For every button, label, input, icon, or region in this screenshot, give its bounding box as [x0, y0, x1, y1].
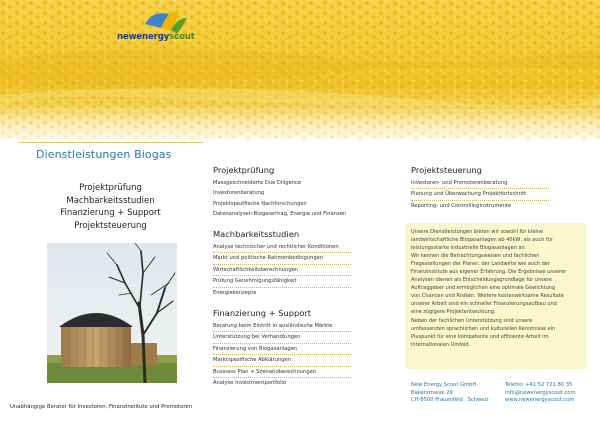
section-finanzierung: [213, 308, 383, 388]
info-line: eine zügigere Projektentwicklung.: [411, 309, 496, 316]
info-line: umfassenden sprachlichen und kulturellen Kenntnisse ein: [411, 325, 556, 332]
section-title: Projektprüfung: [213, 165, 275, 175]
section-projektsteuerung: [411, 165, 591, 211]
section-item: Prüfung Genehmigungsfähigkeit: [213, 276, 351, 287]
contact-details: [505, 382, 576, 405]
section-machbarkeitsstudien: [213, 229, 383, 298]
contact-address: [411, 382, 489, 405]
biogas-plant-photo: [47, 243, 177, 383]
photo-caption: Unabhängige Berater für Investoren, Finanzinstitute und Promotoren: [10, 404, 192, 410]
section-item: Reporting- und Controllinginstrumente: [411, 202, 512, 209]
section-item: Marktspezifische Abklärungen: [213, 355, 351, 366]
info-line: Analysen dienen als Entscheidungsgrundlage für unsere: [411, 277, 552, 284]
info-line: landwirtschaftliche Biogasanlagen ab 40kW, als auch für: [411, 237, 553, 244]
section-title: Machbarkeitsstudien: [213, 229, 300, 239]
section-item: Investoren- und Promotorenberatung: [411, 178, 549, 189]
overview-item: Projektprüfung: [79, 183, 142, 193]
section-item: Analyse technischer und rechtlicher Konditionen: [213, 242, 351, 253]
section-item: Investorenberatung: [213, 190, 265, 197]
address-street: Bakerstrasse 29: [411, 389, 453, 396]
logo-text-part1: newenergy: [117, 32, 170, 42]
section-item: Projektspezifische Nachforschungen: [213, 200, 307, 207]
info-line: Neben der fachlichen Unterstützung sind unsere: [411, 317, 533, 324]
contact-email-link[interactable]: info@newenergyscout.com: [505, 389, 576, 396]
page-title: Dienstleistungen Biogas: [36, 148, 172, 161]
brand-logo[interactable]: [117, 6, 227, 46]
header-banner-field-image: [0, 0, 600, 140]
info-box: [405, 223, 587, 369]
service-overview-list: [18, 182, 203, 232]
section-item: Analyse Investmentportfolio: [213, 380, 287, 387]
section-item: Business Plan + Szenarioberechnungen: [213, 367, 351, 378]
section-projektpruefung: [213, 165, 383, 220]
info-line: Unsere Dienstleistungen bieten wir sowohl für kleine: [411, 229, 544, 235]
section-item: Datenanalysen Biogasertrag, Energie und Finanzen: [213, 211, 347, 218]
sunflower-field-graphic: [0, 0, 600, 140]
section-title: Projektsteuerung: [411, 165, 482, 175]
overview-item: Projektsteuerung: [74, 220, 147, 231]
section-item: Finanzierung von Biogasanlagen: [213, 344, 351, 355]
logo-text-part2: scout: [169, 32, 195, 42]
info-line: internationalen Umfeld.: [411, 341, 471, 348]
info-line: von Chancen und Risiken. Weitere kostenwirksame Resultate: [411, 293, 564, 300]
address-city: CH-8500 Frauenfeld , Schweiz: [411, 397, 489, 404]
contact-phone[interactable]: Telefon +41 52 721 80 35: [505, 382, 573, 388]
section-item: Wirtschaftlichkeitsberechnungen: [213, 265, 351, 276]
section-item: Markt und politische Rahmenbedingungen: [213, 253, 351, 264]
logo-wordmark: [117, 32, 195, 42]
info-text: [411, 228, 581, 349]
section-item: Beratung beim Eintritt in ausländische Märkte: [213, 321, 351, 332]
info-line: leistungsstarke industrielle Biogasanlagen an.: [411, 245, 527, 252]
info-line: unserer Arbeit sind ein schneller Finanzierungsaufbau und: [411, 301, 557, 308]
info-line: Pluspunkt für eine kompetente und effiziente Arbeit im: [411, 333, 549, 340]
info-line: Wir kennen die Betrachtungsweisen und fachlichen: [411, 253, 540, 260]
title-divider: [18, 142, 203, 143]
info-line: Fragestellungen der Planer, der Landwirte wie auch der: [411, 261, 550, 268]
overview-item: Machbarkeitsstudien: [66, 195, 155, 206]
contact-web-link[interactable]: www.newenergyscout.com: [505, 397, 575, 404]
section-item: Planung und Überwachung Projektfortschritt: [411, 189, 549, 200]
section-title: Finanzierung + Support: [213, 308, 312, 318]
info-line: Auftraggeber und ermöglichen eine optimale Gewichtung: [411, 285, 556, 292]
overview-item: Finanzierung + Support: [60, 208, 161, 218]
info-line: Finanzinstitute aus eigener Erfahrung. Die Ergebnisse unserer: [411, 269, 567, 276]
section-item: Energiekonzepte: [213, 289, 257, 296]
section-item: Massgeschneiderte Due Diligence: [213, 180, 302, 186]
company-name: New Energy Scout GmbH: [411, 382, 477, 388]
section-item: Unterstützung bei Verhandlungen: [213, 332, 351, 343]
